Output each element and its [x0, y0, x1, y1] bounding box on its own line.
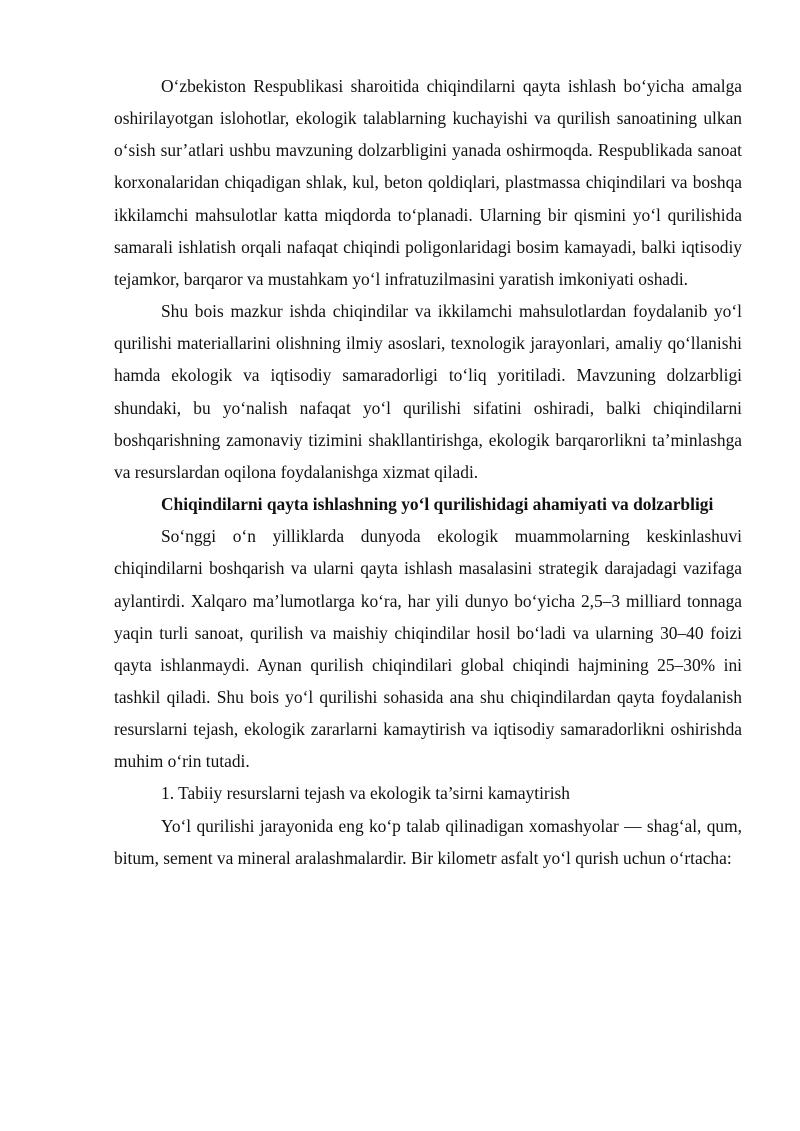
global-context-paragraph: So‘nggi o‘n yilliklarda dunyoda ekologik muammolarning keskinlashuvi chiqindilarni boshqarish va ularni qayta ishlash masalasini strategik darajadagi vazifaga aylantirdi. Xalqaro ma’lumotlarga ko‘ra, har yili dunyo bo‘yicha 2,5–3 milliard tonnaga yaqin turli sanoat, qurilish va maishiy chiqindilar hosil bo‘ladi va ularning 30–40 foizi qayta ishlanmaydi. Aynan qurilish chiqindilari global chiqindi hajmining 25–30% ini tashkil qiladi. Shu bois yo‘l qurilishi sohasida ana shu chiqindilardan qayta foydalanish resurslarni tejash, ekologik zararlarni kamaytirish va iqtisodiy samaradorlikni oshirishda muhim o‘rin tutadi.	[114, 526, 742, 772]
section-heading: Chiqindilarni qayta ishlashning yo‘l qurilishidagi ahamiyati va dolzarbligi	[161, 494, 714, 515]
purpose-paragraph: Shu bois mazkur ishda chiqindilar va ikkilamchi mahsulotlardan foydalanib yo‘l qurilishi materiallarini olishning ilmiy asoslari, texnologik jarayonlari, amaliy qo‘llanishi hamda ekologik va iqtisodiy samaradorligi to‘liq yoritiladi. Mavzuning dolzarbligi shundaki, bu yo‘nalish nafaqat yo‘l qurilishi sifatini oshiradi, balki chiqindilarni boshqarishning zamonaviy tizimini shakllantirishga, ekologik barqarorlikni ta’minlashga va resurslardan oqilona foydalanishga xizmat qiladi.	[114, 301, 742, 482]
intro-paragraph: O‘zbekiston Respublikasi sharoitida chiqindilarni qayta ishlash bo‘yicha amalga oshirilayotgan islohotlar, ekologik talablarning kuchayishi va qurilish sanoatining ulkan o‘sish sur’atlari ushbu mavzuning dolzarbligini yanada oshirmoqda. Respublikada sanoat korxonalaridan chiqadigan shlak, kul, beton qoldiqlari, plastmassa chiqindilari va boshqa ikkilamchi mahsulotlar katta miqdorda to‘planadi. Ularning bir qismini yo‘l qurilishida samarali ishlatish orqali nafaqat chiqindi poligonlaridagi bosim kamayadi, balki iqtisodiy tejamkor, barqaror va mustahkam yo‘l infratuzilmasini yaratish imkoniyati oshadi.	[114, 76, 742, 289]
materials-paragraph: Yo‘l qurilishi jarayonida eng ko‘p talab qilinadigan xomashyolar — shag‘al, qum, bitum, sement va mineral aralashmalardir. Bir kilometr asfalt yo‘l qurish uchun o‘rtacha:	[114, 815, 742, 868]
numbered-subheading: 1. Tabiiy resurslarni tejash va ekologik ta’sirni kamaytirish	[161, 783, 570, 804]
document-page	[114, 70, 742, 874]
